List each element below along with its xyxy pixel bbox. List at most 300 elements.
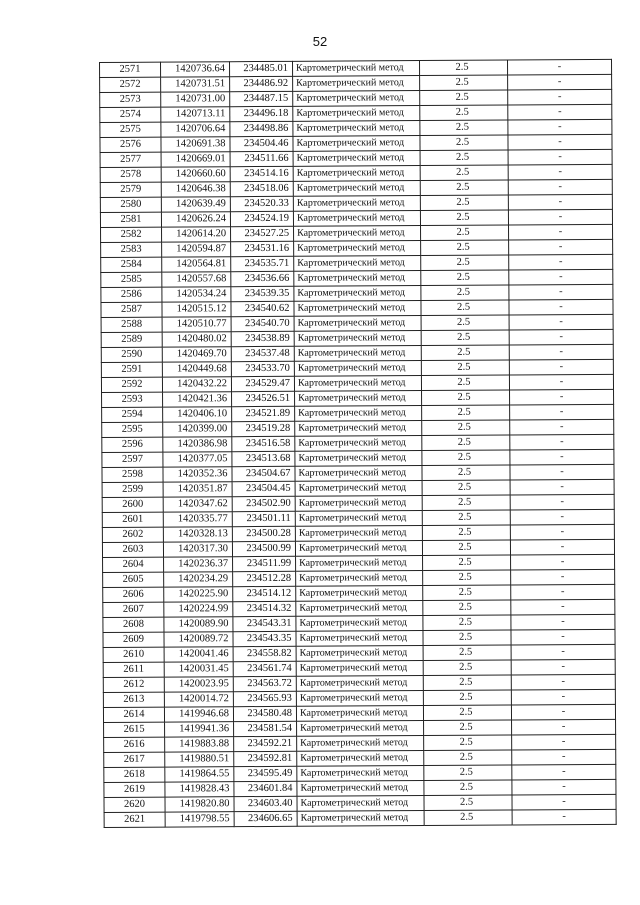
note-cell: - [511, 614, 615, 630]
point-number-cell: 2581 [100, 212, 161, 227]
y-coordinate-cell: 234526.51 [232, 391, 295, 406]
note-cell: - [510, 494, 614, 510]
point-number-cell: 2573 [100, 92, 161, 107]
y-coordinate-cell: 234592.21 [234, 736, 297, 751]
accuracy-cell: 2.5 [423, 705, 511, 721]
method-cell: Картометрический метод [294, 301, 421, 317]
y-coordinate-cell: 234558.82 [233, 646, 296, 661]
note-cell: - [508, 179, 612, 195]
y-coordinate-cell: 234524.19 [230, 211, 293, 226]
point-number-cell: 2578 [100, 167, 161, 182]
accuracy-cell: 2.5 [421, 225, 509, 241]
method-cell: Картометрический метод [296, 571, 423, 587]
accuracy-cell: 2.5 [421, 345, 509, 361]
y-coordinate-cell: 234518.06 [230, 181, 293, 196]
note-cell: - [510, 419, 614, 435]
point-number-cell: 2589 [101, 332, 162, 347]
y-coordinate-cell: 234496.18 [230, 106, 293, 121]
accuracy-cell: 2.5 [423, 585, 511, 601]
method-cell: Картометрический метод [293, 181, 420, 197]
y-coordinate-cell: 234514.32 [233, 601, 296, 616]
method-cell: Картометрический метод [297, 796, 424, 812]
x-coordinate-cell: 1420386.98 [163, 437, 232, 452]
note-cell: - [509, 344, 613, 360]
note-cell: - [509, 224, 613, 240]
accuracy-cell: 2.5 [421, 240, 509, 256]
y-coordinate-cell: 234485.01 [230, 61, 293, 76]
y-coordinate-cell: 234498.86 [230, 121, 293, 136]
method-cell: Картометрический метод [296, 616, 423, 632]
accuracy-cell: 2.5 [420, 180, 508, 196]
note-cell: - [512, 779, 616, 795]
x-coordinate-cell: 1420480.02 [162, 332, 231, 347]
method-cell: Картометрический метод [296, 706, 423, 722]
method-cell: Картометрический метод [294, 361, 421, 377]
method-cell: Картометрический метод [297, 811, 424, 827]
x-coordinate-cell: 1420731.51 [161, 77, 230, 92]
y-coordinate-cell: 234601.84 [234, 781, 297, 796]
x-coordinate-cell: 1420706.64 [161, 122, 230, 137]
note-cell: - [510, 539, 614, 555]
method-cell: Картометрический метод [297, 751, 424, 767]
note-cell: - [511, 584, 615, 600]
method-cell: Картометрический метод [295, 451, 422, 467]
method-cell: Картометрический метод [294, 286, 421, 302]
y-coordinate-cell: 234511.99 [233, 556, 296, 571]
point-number-cell: 2610 [103, 647, 164, 662]
accuracy-cell: 2.5 [423, 615, 511, 631]
method-cell: Картометрический метод [296, 661, 423, 677]
y-coordinate-cell: 234520.33 [230, 196, 293, 211]
x-coordinate-cell: 1420347.62 [163, 497, 232, 512]
x-coordinate-cell: 1420234.29 [164, 572, 233, 587]
method-cell: Картометрический метод [293, 106, 420, 122]
accuracy-cell: 2.5 [422, 420, 510, 436]
x-coordinate-cell: 1420089.72 [164, 632, 233, 647]
y-coordinate-cell: 234502.90 [232, 496, 295, 511]
page-number: 52 [312, 34, 328, 49]
method-cell: Картометрический метод [295, 526, 422, 542]
accuracy-cell: 2.5 [423, 600, 511, 616]
note-cell: - [510, 509, 614, 525]
accuracy-cell: 2.5 [420, 75, 508, 91]
accuracy-cell: 2.5 [420, 195, 508, 211]
y-coordinate-cell: 234535.71 [231, 256, 294, 271]
note-cell: - [511, 554, 615, 570]
note-cell: - [508, 164, 612, 180]
accuracy-cell: 2.5 [420, 90, 508, 106]
coordinates-table-body [100, 59, 617, 827]
accuracy-cell: 2.5 [422, 525, 510, 541]
method-cell: Картометрический метод [293, 166, 420, 182]
note-cell: - [511, 629, 615, 645]
accuracy-cell: 2.5 [424, 765, 512, 781]
note-cell: - [508, 104, 612, 120]
x-coordinate-cell: 1419880.51 [165, 752, 234, 767]
method-cell: Картометрический метод [296, 631, 423, 647]
point-number-cell: 2614 [103, 707, 164, 722]
x-coordinate-cell: 1420557.68 [162, 272, 231, 287]
accuracy-cell: 2.5 [423, 675, 511, 691]
point-number-cell: 2604 [103, 557, 164, 572]
note-cell: - [509, 359, 613, 375]
method-cell: Картометрический метод [294, 271, 421, 287]
x-coordinate-cell: 1420236.37 [164, 557, 233, 572]
y-coordinate-cell: 234581.54 [234, 721, 297, 736]
accuracy-cell: 2.5 [423, 555, 511, 571]
accuracy-cell: 2.5 [422, 465, 510, 481]
note-cell: - [508, 89, 612, 105]
point-number-cell: 2585 [101, 272, 162, 287]
method-cell: Картометрический метод [294, 241, 421, 257]
point-number-cell: 2605 [103, 572, 164, 587]
y-coordinate-cell: 234514.16 [230, 166, 293, 181]
accuracy-cell: 2.5 [423, 690, 511, 706]
x-coordinate-cell: 1420449.68 [162, 362, 231, 377]
method-cell: Картометрический метод [294, 256, 421, 272]
accuracy-cell: 2.5 [422, 495, 510, 511]
note-cell: - [509, 374, 613, 390]
y-coordinate-cell: 234540.70 [231, 316, 294, 331]
y-coordinate-cell: 234529.47 [231, 376, 294, 391]
method-cell: Картометрический метод [297, 736, 424, 752]
method-cell: Картометрический метод [296, 556, 423, 572]
method-cell: Картометрический метод [297, 781, 424, 797]
y-coordinate-cell: 234539.35 [231, 286, 294, 301]
method-cell: Картометрический метод [295, 496, 422, 512]
note-cell: - [508, 209, 612, 225]
point-number-cell: 2594 [102, 407, 163, 422]
note-cell: - [509, 329, 613, 345]
point-number-cell: 2613 [103, 692, 164, 707]
note-cell: - [512, 734, 616, 750]
method-cell: Картометрический метод [297, 766, 424, 782]
x-coordinate-cell: 1419946.68 [164, 707, 233, 722]
note-cell: - [508, 194, 612, 210]
method-cell: Картометрический метод [293, 121, 420, 137]
note-cell: - [508, 119, 612, 135]
point-number-cell: 2586 [101, 287, 162, 302]
accuracy-cell: 2.5 [421, 300, 509, 316]
x-coordinate-cell: 1420041.46 [164, 647, 233, 662]
note-cell: - [510, 389, 614, 405]
point-number-cell: 2607 [103, 602, 164, 617]
note-cell: - [510, 524, 614, 540]
y-coordinate-cell: 234500.28 [232, 526, 295, 541]
method-cell: Картометрический метод [294, 226, 421, 242]
note-cell: - [511, 674, 615, 690]
x-coordinate-cell: 1419798.55 [165, 812, 234, 827]
method-cell: Картометрический метод [293, 151, 420, 167]
x-coordinate-cell: 1419828.43 [165, 782, 234, 797]
y-coordinate-cell: 234606.65 [234, 811, 297, 826]
x-coordinate-cell: 1419941.36 [165, 722, 234, 737]
accuracy-cell: 2.5 [423, 660, 511, 676]
note-cell: - [512, 764, 616, 780]
x-coordinate-cell: 1420406.10 [163, 407, 232, 422]
accuracy-cell: 2.5 [421, 270, 509, 286]
accuracy-cell: 2.5 [421, 330, 509, 346]
accuracy-cell: 2.5 [419, 60, 507, 76]
point-number-cell: 2574 [100, 107, 161, 122]
method-cell: Картометрический метод [294, 346, 421, 362]
note-cell: - [512, 719, 616, 735]
point-number-cell: 2599 [102, 482, 163, 497]
accuracy-cell: 2.5 [420, 165, 508, 181]
accuracy-cell: 2.5 [424, 720, 512, 736]
x-coordinate-cell: 1420089.90 [164, 617, 233, 632]
method-cell: Картометрический метод [296, 601, 423, 617]
accuracy-cell: 2.5 [420, 210, 508, 226]
point-number-cell: 2577 [100, 152, 161, 167]
y-coordinate-cell: 234500.99 [232, 541, 295, 556]
method-cell: Картометрический метод [295, 466, 422, 482]
x-coordinate-cell: 1419883.88 [165, 737, 234, 752]
coordinates-table [99, 59, 617, 828]
method-cell: Картометрический метод [293, 76, 420, 92]
point-number-cell: 2615 [104, 722, 165, 737]
point-number-cell: 2597 [102, 452, 163, 467]
note-cell: - [511, 689, 615, 705]
y-coordinate-cell: 234536.66 [231, 271, 294, 286]
note-cell: - [512, 749, 616, 765]
y-coordinate-cell: 234531.16 [231, 241, 294, 256]
x-coordinate-cell: 1420352.36 [163, 467, 232, 482]
point-number-cell: 2617 [104, 752, 165, 767]
y-coordinate-cell: 234513.68 [232, 451, 295, 466]
point-number-cell: 2587 [101, 302, 162, 317]
point-number-cell: 2621 [104, 812, 165, 827]
note-cell: - [511, 644, 615, 660]
x-coordinate-cell: 1420534.24 [162, 287, 231, 302]
point-number-cell: 2583 [101, 242, 162, 257]
method-cell: Картометрический метод [292, 61, 419, 77]
x-coordinate-cell: 1420225.90 [164, 587, 233, 602]
point-number-cell: 2598 [102, 467, 163, 482]
accuracy-cell: 2.5 [422, 435, 510, 451]
note-cell: - [511, 599, 615, 615]
method-cell: Картометрический метод [295, 541, 422, 557]
x-coordinate-cell: 1419820.80 [165, 797, 234, 812]
method-cell: Картометрический метод [295, 406, 422, 422]
y-coordinate-cell: 234538.89 [231, 331, 294, 346]
method-cell: Картометрический метод [296, 646, 423, 662]
point-number-cell: 2611 [103, 662, 164, 677]
method-cell: Картометрический метод [295, 421, 422, 437]
method-cell: Картометрический метод [293, 136, 420, 152]
point-number-cell: 2580 [100, 197, 161, 212]
point-number-cell: 2612 [103, 677, 164, 692]
point-number-cell: 2575 [100, 122, 161, 137]
y-coordinate-cell: 234592.81 [234, 751, 297, 766]
accuracy-cell: 2.5 [420, 105, 508, 121]
point-number-cell: 2591 [101, 362, 162, 377]
accuracy-cell: 2.5 [423, 645, 511, 661]
y-coordinate-cell: 234537.48 [231, 346, 294, 361]
accuracy-cell: 2.5 [422, 405, 510, 421]
method-cell: Картометрический метод [294, 316, 421, 332]
method-cell: Картометрический метод [294, 331, 421, 347]
y-coordinate-cell: 234519.28 [232, 421, 295, 436]
note-cell: - [512, 809, 616, 825]
method-cell: Картометрический метод [295, 436, 422, 452]
note-cell: - [511, 569, 615, 585]
x-coordinate-cell: 1420669.01 [161, 152, 230, 167]
note-cell: - [507, 59, 611, 75]
x-coordinate-cell: 1420328.13 [163, 527, 232, 542]
y-coordinate-cell: 234501.11 [232, 511, 295, 526]
y-coordinate-cell: 234563.72 [233, 676, 296, 691]
accuracy-cell: 2.5 [421, 375, 509, 391]
y-coordinate-cell: 234504.45 [232, 481, 295, 496]
point-number-cell: 2616 [104, 737, 165, 752]
point-number-cell: 2588 [101, 317, 162, 332]
y-coordinate-cell: 234533.70 [231, 361, 294, 376]
method-cell: Картометрический метод [293, 196, 420, 212]
note-cell: - [509, 284, 613, 300]
accuracy-cell: 2.5 [420, 150, 508, 166]
point-number-cell: 2609 [103, 632, 164, 647]
x-coordinate-cell: 1420031.45 [164, 662, 233, 677]
note-cell: - [511, 704, 615, 720]
accuracy-cell: 2.5 [422, 540, 510, 556]
x-coordinate-cell: 1420736.64 [161, 62, 230, 77]
accuracy-cell: 2.5 [422, 510, 510, 526]
x-coordinate-cell: 1420469.70 [162, 347, 231, 362]
accuracy-cell: 2.5 [424, 780, 512, 796]
point-number-cell: 2576 [100, 137, 161, 152]
point-number-cell: 2584 [101, 257, 162, 272]
accuracy-cell: 2.5 [421, 360, 509, 376]
accuracy-cell: 2.5 [422, 390, 510, 406]
y-coordinate-cell: 234580.48 [233, 706, 296, 721]
y-coordinate-cell: 234521.89 [232, 406, 295, 421]
x-coordinate-cell: 1420335.77 [163, 512, 232, 527]
method-cell: Картометрический метод [293, 91, 420, 107]
y-coordinate-cell: 234527.25 [231, 226, 294, 241]
y-coordinate-cell: 234603.40 [234, 796, 297, 811]
x-coordinate-cell: 1420399.00 [163, 422, 232, 437]
accuracy-cell: 2.5 [420, 135, 508, 151]
note-cell: - [508, 74, 612, 90]
method-cell: Картометрический метод [296, 691, 423, 707]
point-number-cell: 2618 [104, 767, 165, 782]
x-coordinate-cell: 1420660.60 [161, 167, 230, 182]
accuracy-cell: 2.5 [422, 480, 510, 496]
note-cell: - [509, 314, 613, 330]
point-number-cell: 2619 [104, 782, 165, 797]
point-number-cell: 2600 [102, 497, 163, 512]
point-number-cell: 2572 [100, 77, 161, 92]
x-coordinate-cell: 1420224.99 [164, 602, 233, 617]
y-coordinate-cell: 234504.46 [230, 136, 293, 151]
x-coordinate-cell: 1420691.38 [161, 137, 230, 152]
method-cell: Картометрический метод [294, 376, 421, 392]
x-coordinate-cell: 1420421.36 [163, 392, 232, 407]
note-cell: - [508, 134, 612, 150]
note-cell: - [510, 449, 614, 465]
point-number-cell: 2601 [102, 512, 163, 527]
y-coordinate-cell: 234514.12 [233, 586, 296, 601]
y-coordinate-cell: 234543.31 [233, 616, 296, 631]
accuracy-cell: 2.5 [420, 120, 508, 136]
accuracy-cell: 2.5 [423, 630, 511, 646]
accuracy-cell: 2.5 [421, 285, 509, 301]
note-cell: - [511, 659, 615, 675]
y-coordinate-cell: 234595.49 [234, 766, 297, 781]
y-coordinate-cell: 234487.15 [230, 91, 293, 106]
point-number-cell: 2571 [100, 62, 161, 77]
note-cell: - [510, 479, 614, 495]
point-number-cell: 2590 [101, 347, 162, 362]
point-number-cell: 2608 [103, 617, 164, 632]
point-number-cell: 2593 [102, 392, 163, 407]
table-row [104, 809, 616, 827]
y-coordinate-cell: 234540.62 [231, 301, 294, 316]
y-coordinate-cell: 234511.66 [230, 151, 293, 166]
note-cell: - [508, 149, 612, 165]
method-cell: Картометрический метод [297, 721, 424, 737]
note-cell: - [509, 269, 613, 285]
x-coordinate-cell: 1420351.87 [163, 482, 232, 497]
y-coordinate-cell: 234561.74 [233, 661, 296, 676]
accuracy-cell: 2.5 [421, 315, 509, 331]
x-coordinate-cell: 1420510.77 [162, 317, 231, 332]
point-number-cell: 2592 [101, 377, 162, 392]
x-coordinate-cell: 1419864.55 [165, 767, 234, 782]
y-coordinate-cell: 234512.28 [233, 571, 296, 586]
note-cell: - [512, 794, 616, 810]
method-cell: Картометрический метод [295, 481, 422, 497]
note-cell: - [509, 239, 613, 255]
x-coordinate-cell: 1420626.24 [161, 212, 230, 227]
note-cell: - [509, 299, 613, 315]
x-coordinate-cell: 1420731.00 [161, 92, 230, 107]
point-number-cell: 2579 [100, 182, 161, 197]
accuracy-cell: 2.5 [424, 795, 512, 811]
y-coordinate-cell: 234543.35 [233, 631, 296, 646]
x-coordinate-cell: 1420594.87 [162, 242, 231, 257]
x-coordinate-cell: 1420023.95 [164, 677, 233, 692]
method-cell: Картометрический метод [295, 511, 422, 527]
accuracy-cell: 2.5 [421, 255, 509, 271]
point-number-cell: 2596 [102, 437, 163, 452]
accuracy-cell: 2.5 [424, 750, 512, 766]
y-coordinate-cell: 234516.58 [232, 436, 295, 451]
note-cell: - [509, 254, 613, 270]
accuracy-cell: 2.5 [422, 450, 510, 466]
note-cell: - [510, 464, 614, 480]
x-coordinate-cell: 1420377.05 [163, 452, 232, 467]
x-coordinate-cell: 1420614.20 [162, 227, 231, 242]
accuracy-cell: 2.5 [424, 735, 512, 751]
y-coordinate-cell: 234504.67 [232, 466, 295, 481]
accuracy-cell: 2.5 [423, 570, 511, 586]
method-cell: Картометрический метод [296, 586, 423, 602]
x-coordinate-cell: 1420014.72 [164, 692, 233, 707]
method-cell: Картометрический метод [296, 676, 423, 692]
method-cell: Картометрический метод [293, 211, 420, 227]
point-number-cell: 2602 [102, 527, 163, 542]
accuracy-cell: 2.5 [424, 810, 512, 826]
x-coordinate-cell: 1420639.49 [161, 197, 230, 212]
y-coordinate-cell: 234565.93 [233, 691, 296, 706]
point-number-cell: 2595 [102, 422, 163, 437]
x-coordinate-cell: 1420317.30 [163, 542, 232, 557]
x-coordinate-cell: 1420713.11 [161, 107, 230, 122]
point-number-cell: 2582 [101, 227, 162, 242]
point-number-cell: 2620 [104, 797, 165, 812]
